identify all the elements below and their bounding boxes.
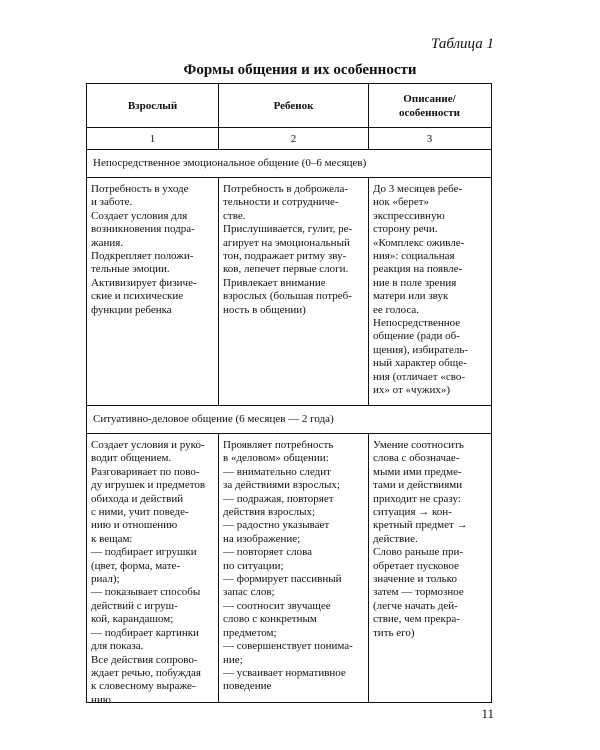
- text-line: ние в поле зрения: [373, 276, 457, 289]
- text-line: Проявляет потребность: [223, 439, 334, 451]
- text-line: Слово раньше при-: [373, 546, 464, 559]
- text-line: ков, лепечет первые слоги.: [223, 263, 349, 276]
- text-line: возникновения подра-: [91, 223, 195, 236]
- section-title-row: Непосредственное эмоциональное общение (0–6 месяцев): [87, 150, 491, 178]
- text-line: реакция на появле-: [373, 263, 463, 276]
- adult-cell: [87, 434, 219, 706]
- text-line: (цвет, форма, мате-: [91, 559, 181, 572]
- text-line: за действиями взрослых;: [223, 479, 340, 492]
- text-line: Создает условия и руко-: [91, 439, 205, 451]
- text-line: ее голоса.: [373, 303, 420, 316]
- text-line: — совершенствует понима-: [223, 640, 353, 653]
- text-line: — усваивает нормативное: [223, 666, 346, 679]
- text-line: запас слов;: [223, 586, 275, 599]
- text-line: ситуация → кон-: [373, 506, 452, 519]
- text-line: — соотносит звучащее: [223, 599, 331, 612]
- text-line: тельные эмоции.: [91, 263, 170, 276]
- text-line: кретный предмет →: [373, 519, 468, 532]
- text-line: — внимательно следит: [223, 465, 331, 478]
- text-line: Потребность в доброжела-: [223, 183, 349, 195]
- text-line: щения), избиратель-: [373, 343, 469, 356]
- text-line: ду игрушек и предметов: [91, 479, 206, 492]
- section-title-row: Ситуативно-деловое общение (6 месяцев — 2 года): [87, 406, 491, 434]
- text-line: слова с обозначае-: [373, 452, 460, 465]
- text-line: и заботе.: [91, 196, 133, 209]
- text-line: особенности: [399, 106, 460, 119]
- text-line: ния»: социальная: [373, 250, 455, 263]
- child-cell: [219, 178, 369, 405]
- text-line: действий с игруш-: [91, 599, 178, 612]
- text-line: ния (отличает «сво-: [373, 370, 466, 383]
- text-line: До 3 месяцев ребе-: [373, 183, 463, 195]
- text-line: по ситуации;: [223, 559, 284, 572]
- text-line: предметом;: [223, 626, 277, 639]
- text-line: ние;: [223, 653, 243, 666]
- text-line: их» от «чужих»): [373, 384, 451, 397]
- page-number: 11: [481, 706, 494, 721]
- text-line: экспрессивную: [373, 209, 445, 222]
- text-line: «Комплекс оживле-: [373, 236, 465, 249]
- text-line: нию: [91, 693, 111, 706]
- text-line: Ребенок: [273, 99, 314, 112]
- text-line: ские и психические: [91, 290, 184, 303]
- column-number: 3: [426, 133, 433, 145]
- header-cell-adult: [87, 84, 219, 127]
- text-line: кой, карандашом;: [91, 613, 174, 626]
- features-table: [86, 83, 492, 706]
- text-line: действие.: [373, 532, 418, 545]
- text-line: водит общением.: [91, 452, 172, 465]
- text-line: Умение соотносить: [373, 439, 464, 451]
- column-number: 2: [219, 128, 369, 149]
- text-line: мыми ими предме-: [373, 465, 462, 478]
- text-line: — формирует пассивный: [223, 573, 342, 586]
- text-line: Разговаривает по пово-: [91, 465, 200, 478]
- text-line: тон, подражает ритму зву-: [223, 250, 347, 263]
- text-line: — подражая, повторяет: [223, 492, 334, 505]
- text-line: — радостно указывает: [223, 519, 330, 532]
- text-line: Создает условия для: [91, 209, 188, 222]
- text-line: поведение: [223, 680, 272, 693]
- text-line: с ними, учит поведе-: [91, 506, 189, 519]
- text-line: тами и действиями: [373, 479, 463, 492]
- text-line: — повторяет слова: [223, 546, 313, 559]
- text-line: в «деловом» общении:: [223, 452, 329, 465]
- text-line: Взрослый: [127, 99, 178, 112]
- text-line: действия взрослых;: [223, 506, 316, 519]
- text-line: к словесному выраже-: [91, 680, 196, 693]
- text-line: (легче начать дей-: [373, 599, 458, 612]
- table-title: Формы общения и их особенности: [183, 62, 417, 78]
- child-cell: [219, 434, 369, 702]
- text-line: Описание/: [403, 92, 456, 105]
- column-number-row: [87, 128, 491, 150]
- text-line: стве.: [223, 209, 246, 222]
- text-line: Подкрепляет положи-: [91, 250, 194, 263]
- text-line: ждает речью, побуждая: [91, 666, 201, 679]
- description-cell: [369, 178, 490, 405]
- column-number: 1: [87, 128, 219, 149]
- text-line: жания.: [91, 236, 124, 249]
- text-line: нок «берет»: [373, 196, 430, 209]
- text-line: общение (ради об-: [373, 330, 460, 343]
- adult-cell: [87, 178, 219, 405]
- text-line: сторону речи.: [373, 223, 438, 236]
- text-line: приходит не сразу:: [373, 492, 461, 505]
- text-line: тить его): [373, 626, 415, 639]
- table-row: [87, 178, 491, 406]
- text-line: Активизирует физиче-: [91, 276, 197, 289]
- text-line: на изображение;: [223, 532, 301, 545]
- text-line: Непосредственное: [373, 317, 461, 330]
- text-line: Потребность в уходе: [91, 183, 189, 195]
- text-line: к вещам:: [91, 532, 133, 545]
- text-line: значение и только: [373, 573, 457, 586]
- text-line: Привлекает внимание: [223, 276, 326, 289]
- text-line: тельности и сотрудниче-: [223, 196, 339, 209]
- text-line: для показа.: [91, 640, 144, 653]
- text-line: обретает пусковое: [373, 559, 459, 572]
- text-line: матери или звук: [373, 290, 449, 303]
- text-line: Прислушивается, гулит, ре-: [223, 223, 353, 236]
- text-line: риал);: [91, 573, 120, 586]
- header-row: [87, 84, 491, 128]
- text-line: агирует на эмоциональный: [223, 236, 350, 249]
- header-cell-description: [369, 84, 490, 127]
- text-line: слово с конкретным: [223, 613, 317, 626]
- text-line: — показывает способы: [91, 586, 201, 599]
- text-line: ствие, чем прекра-: [373, 613, 460, 626]
- text-line: — подбирает игрушки: [91, 546, 197, 559]
- text-line: — подбирает картинки: [91, 626, 199, 639]
- text-line: взрослых (большая потреб-: [223, 290, 352, 303]
- description-cell: [369, 434, 490, 702]
- table-row: [87, 434, 491, 706]
- text-line: обихода и действий: [91, 492, 184, 505]
- header-cell-child: [219, 84, 369, 127]
- text-line: функции ребенка: [91, 303, 172, 316]
- text-line: Все действия сопрово-: [91, 653, 198, 666]
- text-line: нию и отношению: [91, 519, 178, 532]
- text-line: ность в общении): [223, 303, 306, 316]
- text-line: затем — тормозное: [373, 586, 464, 599]
- table-number: Таблица 1: [431, 36, 494, 52]
- text-line: ный характер обще-: [373, 357, 467, 370]
